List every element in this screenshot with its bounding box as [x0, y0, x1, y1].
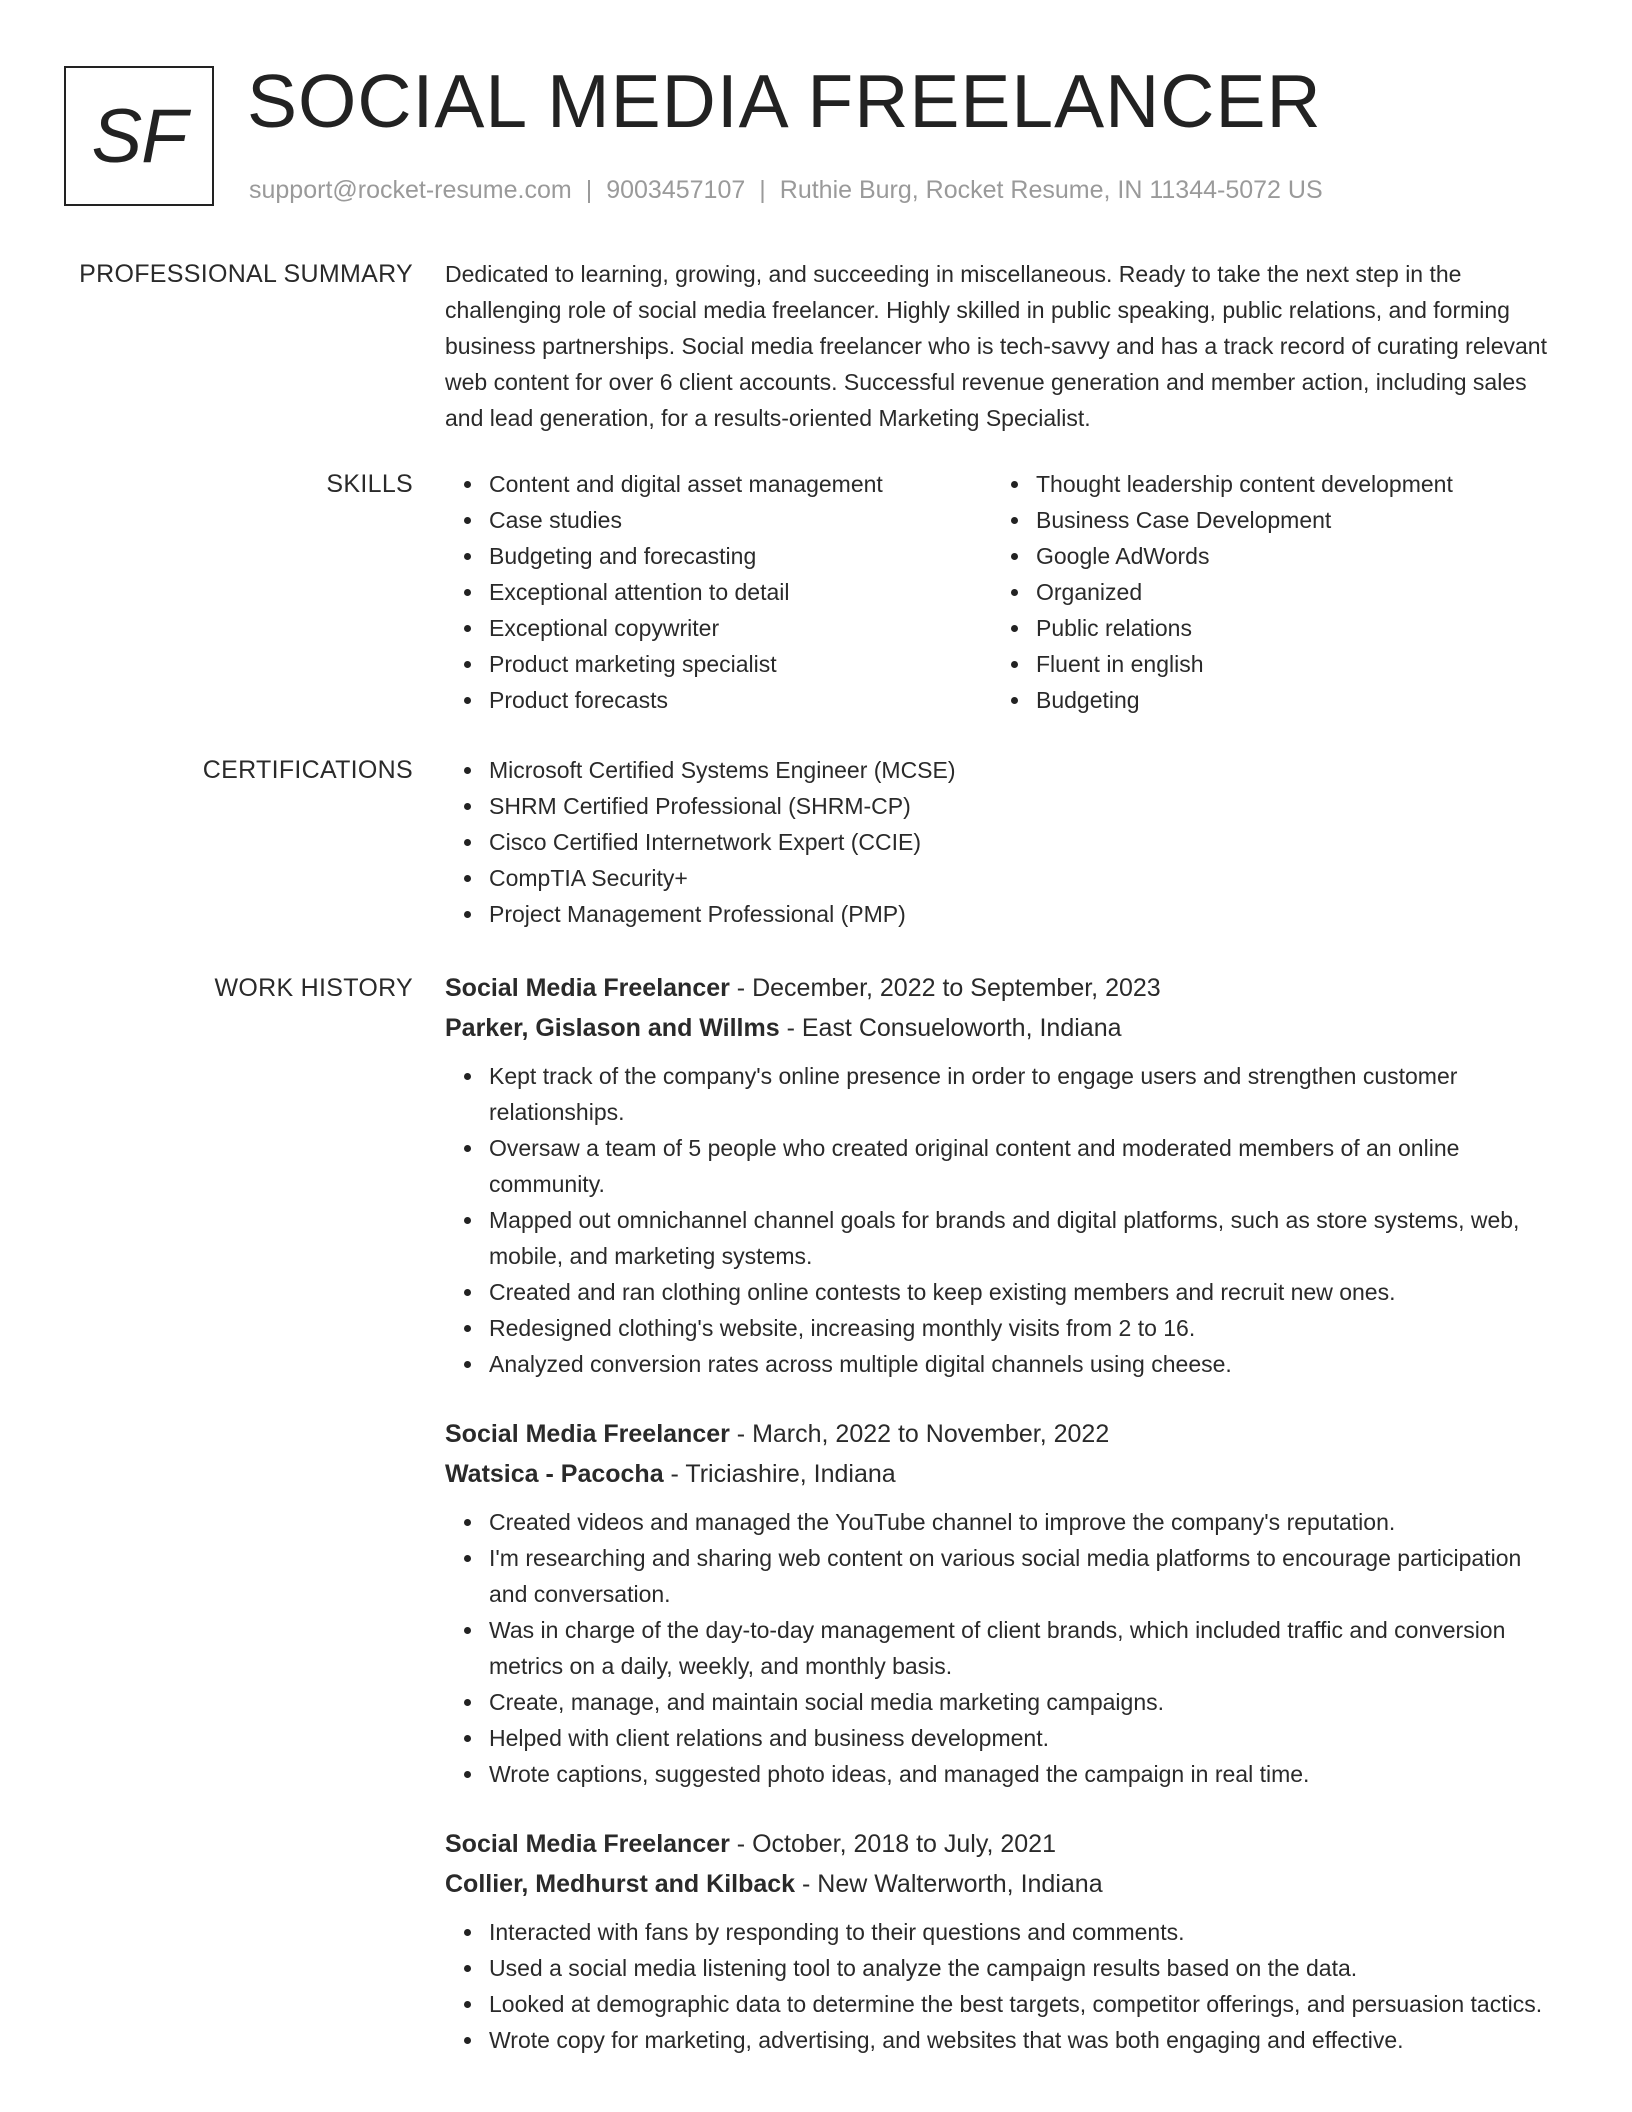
skills-list-left: [445, 466, 992, 718]
certification-item: CompTIA Security+: [489, 860, 1560, 896]
certifications-list: [445, 752, 1560, 932]
job-bullet: Looked at demographic data to determine the best targets, competitor offerings, and persuasion tactics.: [489, 1986, 1560, 2022]
skill-item: Google AdWords: [1036, 538, 1539, 574]
monogram-badge: [64, 66, 214, 206]
contact-address: Ruthie Burg, Rocket Resume, IN 11344-5072 US: [779, 176, 1323, 204]
job-title-line: [445, 968, 1560, 1008]
skill-item: Fluent in english: [1036, 646, 1539, 682]
job-bullets: [445, 1058, 1560, 1382]
job-bullet: Created videos and managed the YouTube channel to improve the company's reputation.: [489, 1504, 1560, 1540]
skill-item: Case studies: [489, 502, 992, 538]
monogram-initials: SF: [91, 93, 187, 179]
job-title-line: [445, 1824, 1560, 1864]
skills-columns: [445, 466, 1560, 718]
resume-name: SOCIAL MEDIA FREELANCER: [247, 59, 1322, 143]
job-dates: - March, 2022 to November, 2022: [729, 1420, 1110, 1448]
job-location: - Triciashire, Indiana: [663, 1460, 896, 1488]
section-label-summary: PROFESSIONAL SUMMARY: [79, 260, 413, 288]
job-bullet: I'm researching and sharing web content on various social media platforms to encourage participation and conversation.: [489, 1540, 1560, 1612]
certification-item: Project Management Professional (PMP): [489, 896, 1560, 932]
contact-phone: 9003457107: [606, 176, 746, 204]
job-bullet: Oversaw a team of 5 people who created original content and moderated members of an online community.: [489, 1130, 1560, 1202]
job-title: Social Media Freelancer: [445, 1420, 730, 1448]
section-label-certifications: CERTIFICATIONS: [202, 756, 413, 784]
work-history-body: [445, 968, 1560, 2090]
job-bullet: Wrote copy for marketing, advertising, and websites that was both engaging and effective.: [489, 2022, 1560, 2058]
contact-separator: |: [585, 176, 593, 204]
skill-item: Exceptional attention to detail: [489, 574, 992, 610]
certifications-body: [445, 752, 1560, 932]
job-location: - New Walterworth, Indiana: [795, 1870, 1103, 1898]
job-company: Watsica - Pacocha: [445, 1460, 664, 1488]
skill-item: Exceptional copywriter: [489, 610, 992, 646]
job-entry: [445, 1824, 1560, 2058]
job-dates: - October, 2018 to July, 2021: [729, 1830, 1056, 1858]
job-bullet: Interacted with fans by responding to their questions and comments.: [489, 1914, 1560, 1950]
job-entry: [445, 968, 1560, 1382]
skill-item: Budgeting: [1036, 682, 1539, 718]
job-bullet: Redesigned clothing's website, increasing monthly visits from 2 to 16.: [489, 1310, 1560, 1346]
contact-separator: |: [759, 176, 766, 204]
job-location: - East Consueloworth, Indiana: [779, 1014, 1122, 1042]
job-entry: [445, 1414, 1560, 1792]
contact-email: support@rocket-resume.com: [249, 176, 572, 204]
skills-list-right: [992, 466, 1539, 718]
job-bullets: [445, 1504, 1560, 1792]
job-company-line: [445, 1008, 1560, 1048]
skill-item: Product forecasts: [489, 682, 992, 718]
job-bullet: Create, manage, and maintain social media marketing campaigns.: [489, 1684, 1560, 1720]
job-bullet: Was in charge of the day-to-day management of client brands, which included traffic and conversion metrics on a daily, weekly, and monthly basis.: [489, 1612, 1560, 1684]
job-title: Social Media Freelancer: [445, 1830, 730, 1858]
skill-item: Public relations: [1036, 610, 1539, 646]
job-bullet: Wrote captions, suggested photo ideas, and managed the campaign in real time.: [489, 1756, 1560, 1792]
job-bullet: Kept track of the company's online presence in order to engage users and strengthen customer relationships.: [489, 1058, 1560, 1130]
skill-item: Budgeting and forecasting: [489, 538, 992, 574]
summary-text: Dedicated to learning, growing, and succeeding in miscellaneous. Ready to take the next step in the challenging role of social media freelancer. Highly skilled in public speaking, public relations, and forming business partnerships. Social media freelancer who is tech-savvy and has a track record of curating relevant web content for over 6 client accounts. Successful revenue generation and member action, including sales and lead generation, for a results-oriented Marketing Specialist.: [445, 261, 1547, 431]
skills-body: [445, 466, 1560, 718]
job-bullet: Analyzed conversion rates across multiple digital channels using cheese.: [489, 1346, 1560, 1382]
skill-item: Product marketing specialist: [489, 646, 992, 682]
job-bullet: Helped with client relations and business development.: [489, 1720, 1560, 1756]
skill-item: Business Case Development: [1036, 502, 1539, 538]
skill-item: Content and digital asset management: [489, 466, 992, 502]
certification-item: Microsoft Certified Systems Engineer (MCSE): [489, 752, 1560, 788]
job-title: Social Media Freelancer: [445, 974, 730, 1002]
job-company: Collier, Medhurst and Kilback: [445, 1870, 796, 1898]
skill-item: Thought leadership content development: [1036, 466, 1539, 502]
job-company-line: [445, 1454, 1560, 1494]
job-company-line: [445, 1864, 1560, 1904]
job-company: Parker, Gislason and Willms: [445, 1014, 780, 1042]
section-label-skills: SKILLS: [326, 470, 413, 498]
section-label-work-history: WORK HISTORY: [214, 974, 413, 1002]
job-bullet: Used a social media listening tool to analyze the campaign results based on the data.: [489, 1950, 1560, 1986]
job-bullet: Mapped out omnichannel channel goals for brands and digital platforms, such as store systems, web, mobile, and marketing systems.: [489, 1202, 1560, 1274]
certification-item: Cisco Certified Internetwork Expert (CCIE): [489, 824, 1560, 860]
job-bullets: [445, 1914, 1560, 2058]
skill-item: Organized: [1036, 574, 1539, 610]
job-dates: - December, 2022 to September, 2023: [729, 974, 1161, 1002]
job-bullet: Created and ran clothing online contests to keep existing members and recruit new ones.: [489, 1274, 1560, 1310]
certification-item: SHRM Certified Professional (SHRM-CP): [489, 788, 1560, 824]
job-title-line: [445, 1414, 1560, 1454]
contact-line: [249, 174, 1323, 206]
